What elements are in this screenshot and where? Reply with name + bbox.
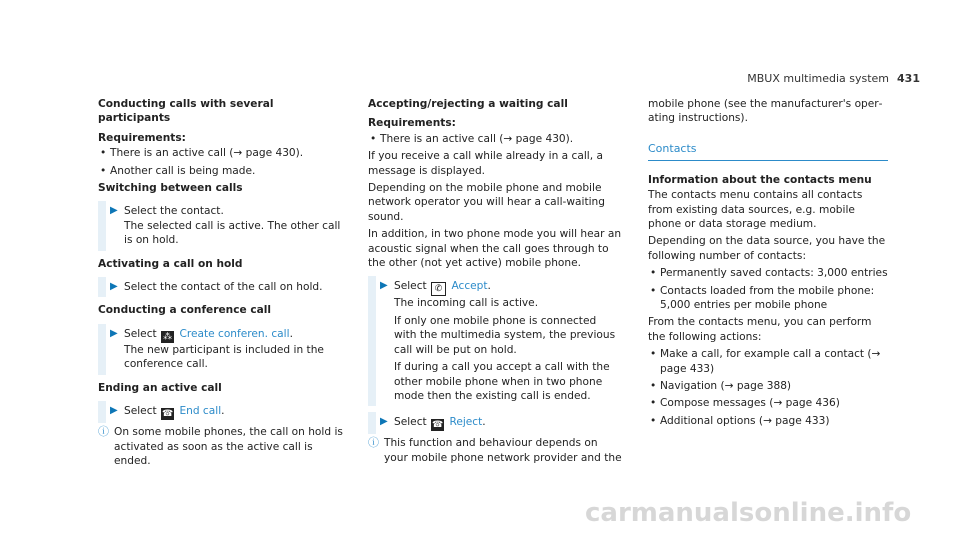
list-item: • Compose messages (→ page 436) bbox=[648, 396, 888, 410]
subheading-end: Ending an active call bbox=[98, 381, 222, 394]
step bbox=[98, 324, 348, 375]
step bbox=[98, 401, 348, 423]
column-1 bbox=[98, 97, 348, 470]
requirements-label: Requirements: bbox=[368, 117, 456, 130]
requirements-list bbox=[368, 132, 622, 146]
subheading-info: Information about the contacts menu bbox=[648, 173, 872, 186]
step-text: Select the contact. bbox=[124, 205, 224, 218]
step-arrow-icon: ▶ bbox=[380, 416, 388, 428]
list-item: • There is an active call (→ page 430). bbox=[368, 132, 622, 146]
paragraph: Depending on the data source, you have the following number of contacts: bbox=[648, 235, 886, 262]
list-item: • Additional options (→ page 433) bbox=[648, 414, 888, 428]
select-word: Select bbox=[124, 327, 157, 340]
conference-icon: ⁂ bbox=[163, 331, 173, 342]
step-text: Select ☎ End call. bbox=[124, 405, 225, 420]
step-arrow-icon: ▶ bbox=[110, 405, 118, 417]
header-title: MBUX multimedia system bbox=[747, 72, 890, 85]
actions-list bbox=[648, 347, 888, 428]
paragraph: Depending on the mobile phone and mobile network operator you will hear a call-waiting sound. bbox=[368, 182, 605, 223]
note-text: On some mobile phones, the call on hold is activated as soon as the active call is ended. bbox=[114, 426, 343, 467]
paragraph: If you receive a call while already in a call, a message is displayed. bbox=[368, 150, 603, 177]
column-3 bbox=[648, 97, 888, 431]
list-item: • Navigation (→ page 388) bbox=[648, 379, 888, 393]
requirements-label: Requirements: bbox=[98, 131, 186, 144]
note bbox=[98, 425, 348, 468]
step-arrow-icon: ▶ bbox=[110, 205, 118, 217]
accept-option: Accept bbox=[451, 280, 488, 293]
reject-call-icon: ☎ bbox=[431, 420, 444, 431]
paragraph: The contacts menu contains all contacts from existing data sources, e.g. mobile phone or data storage medium. bbox=[648, 189, 863, 230]
select-word: Select bbox=[124, 405, 157, 418]
page-number: 431 bbox=[897, 72, 920, 85]
step-text: Select ☎ Reject. bbox=[394, 416, 486, 431]
continuation-text: mobile phone (see the manufacturer's operating instructions). bbox=[648, 98, 883, 125]
page-header bbox=[747, 72, 920, 87]
accept-call-icon: ✆ bbox=[431, 282, 446, 296]
end-call-icon: ☎ bbox=[161, 409, 174, 420]
select-word: Select bbox=[394, 416, 427, 429]
subheading-switching: Switching between calls bbox=[98, 182, 243, 195]
step-result: The incoming call is active. bbox=[394, 297, 539, 310]
list-item: • There is an active call (→ page 430). bbox=[98, 146, 348, 160]
step-result: The selected call is active. The other call is on hold. bbox=[124, 219, 341, 247]
reject-option: Reject bbox=[449, 416, 483, 429]
contacts-section-title: Contacts bbox=[648, 142, 888, 161]
section-heading: Conducting calls with several participants bbox=[98, 98, 274, 125]
step-arrow-icon: ▶ bbox=[380, 280, 388, 292]
conference-option: Create conferen. call bbox=[179, 327, 290, 340]
requirements-list bbox=[98, 146, 348, 178]
step-result: The new participant is included in the conference call. bbox=[124, 343, 324, 371]
paragraph: In addition, in two phone mode you will hear an acoustic signal when the call goes through to the other (not yet active) mobile phone. bbox=[368, 228, 622, 270]
step-result: If only one mobile phone is connected with the multimedia system, the previous call will be put on hold. bbox=[394, 314, 616, 356]
step-arrow-icon: ▶ bbox=[110, 327, 118, 339]
select-word: Select bbox=[394, 280, 427, 293]
info-icon: ⓘ bbox=[98, 425, 109, 439]
list-item: • Make a call, for example call a contact (→ page 433) bbox=[648, 347, 888, 376]
list-item: • Contacts loaded from the mobile phone: 5,000 entries per mobile phone bbox=[648, 284, 888, 313]
step-result: If during a call you accept a call with the other mobile phone when in two phone mode then the existing call is ended. bbox=[394, 361, 610, 402]
step bbox=[98, 277, 348, 297]
step-text: Select ✆ Accept. bbox=[394, 280, 491, 295]
info-icon: ⓘ bbox=[368, 436, 379, 450]
step-text: Select the contact of the call on hold. bbox=[124, 281, 323, 294]
counts-list bbox=[648, 266, 888, 312]
column-2 bbox=[368, 97, 622, 467]
list-item: • Permanently saved contacts: 3,000 entries bbox=[648, 266, 888, 280]
step-text: Select ⁂ Create conferen. call. bbox=[124, 327, 293, 342]
list-item: • Another call is being made. bbox=[98, 164, 348, 178]
step-arrow-icon: ▶ bbox=[110, 281, 118, 293]
section-heading: Accepting/rejecting a waiting call bbox=[368, 98, 568, 110]
step bbox=[98, 201, 348, 250]
step bbox=[368, 276, 622, 406]
end-call-option: End call bbox=[179, 405, 222, 418]
subheading-hold: Activating a call on hold bbox=[98, 257, 243, 270]
note-text: This function and behaviour depends on your mobile phone network provider and the bbox=[384, 437, 622, 464]
step bbox=[368, 412, 622, 434]
note bbox=[368, 436, 622, 465]
subheading-conference: Conducting a conference call bbox=[98, 304, 272, 317]
paragraph: From the contacts menu, you can perform the following actions: bbox=[648, 316, 872, 343]
watermark: carmanualsonline.info bbox=[585, 498, 912, 528]
